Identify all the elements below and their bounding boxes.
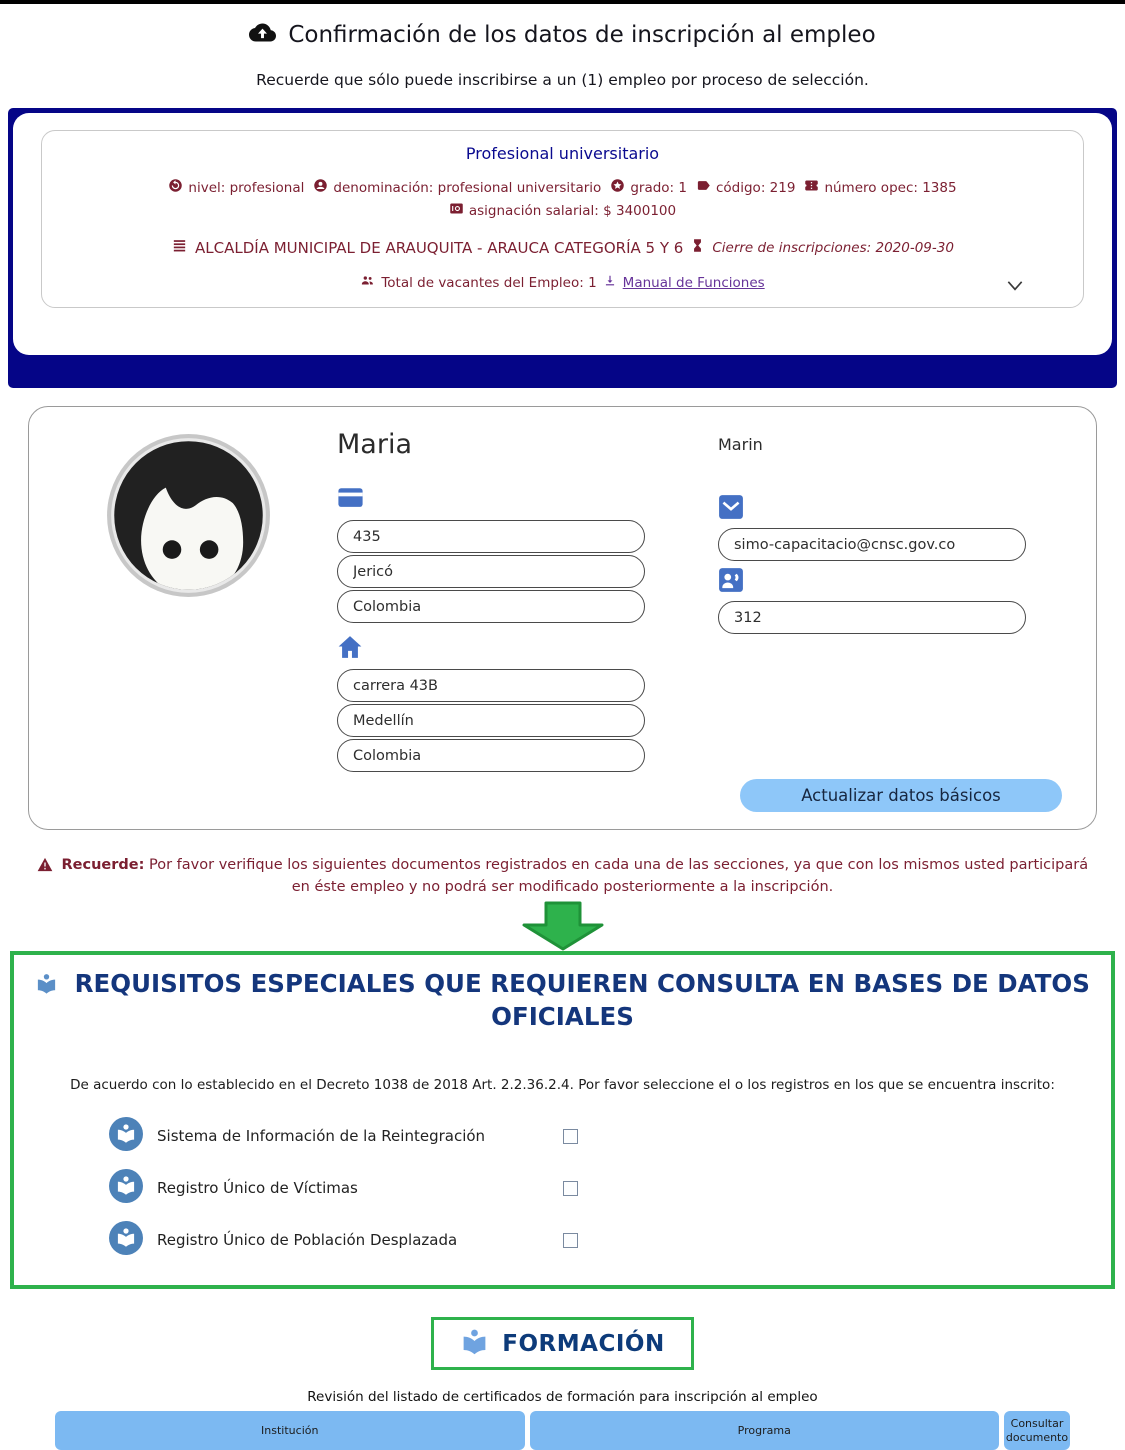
first-name: Maria bbox=[337, 429, 412, 460]
job-attr-opec: número opec: 1385 bbox=[804, 178, 956, 197]
email-icon bbox=[718, 494, 1026, 524]
hourglass-icon bbox=[690, 238, 705, 257]
page-title: Confirmación de los datos de inscripción al empleo bbox=[288, 21, 876, 48]
column-header-consultar-documento: Consultar documento bbox=[1004, 1411, 1070, 1450]
grade-star-icon bbox=[610, 178, 625, 197]
job-attributes-row bbox=[42, 178, 1083, 220]
job-entity-row bbox=[42, 237, 1083, 258]
residence-country-field[interactable] bbox=[337, 739, 645, 772]
email-field[interactable] bbox=[718, 528, 1026, 561]
warning-text: Por favor verifique los siguientes documentos registrados en cada una de las secciones, ya que con los mismos usted participará en éste empleo y no podrá ser modificado posteriormente a la inscripción. bbox=[149, 857, 1089, 896]
library-icon bbox=[109, 1169, 143, 1207]
profile-card bbox=[28, 406, 1097, 830]
list-icon bbox=[171, 237, 188, 258]
document-number-field[interactable] bbox=[337, 520, 645, 553]
level-icon bbox=[168, 178, 183, 197]
job-entity: ALCALDÍA MUNICIPAL DE ARAUQUITA - ARAUCA CATEGORÍA 5 Y 6 bbox=[195, 238, 684, 257]
requirement-checkbox-desplazada[interactable] bbox=[563, 1233, 578, 1248]
profile-left-column bbox=[337, 427, 645, 829]
special-requirements-section bbox=[10, 951, 1115, 1289]
expand-job-card-button[interactable] bbox=[1005, 279, 1025, 293]
page-subtitle: Recuerde que sólo puede inscribirse a un (1) empleo por proceso de selección. bbox=[256, 71, 869, 89]
profile-right-column bbox=[718, 427, 1026, 829]
download-icon bbox=[603, 274, 617, 292]
formacion-header bbox=[431, 1317, 693, 1370]
job-info-card bbox=[41, 130, 1084, 308]
column-header-programa: Programa bbox=[530, 1411, 1000, 1450]
group-icon bbox=[360, 273, 375, 292]
closing-date: Cierre de inscripciones: 2020-09-30 bbox=[712, 239, 954, 256]
opec-ticket-icon bbox=[804, 178, 819, 197]
requirement-checkbox-reintegracion[interactable] bbox=[563, 1129, 578, 1144]
special-requirements-description: De acuerdo con lo establecido en el Decreto 1038 de 2018 Art. 2.2.36.2.4. Por favor seleccione el o los registros en los que se encuentra inscrito: bbox=[70, 1077, 1055, 1094]
list-item bbox=[109, 1223, 1101, 1257]
list-item bbox=[109, 1171, 1101, 1205]
id-card-icon bbox=[337, 486, 645, 516]
job-attr-denomination: denominación: profesional universitario bbox=[313, 178, 601, 197]
book-icon bbox=[35, 969, 66, 998]
warning-note bbox=[28, 854, 1098, 899]
formacion-book-icon bbox=[460, 1327, 489, 1360]
formacion-subtitle: Revisión del listado de certificados de formación para inscripción al empleo bbox=[307, 1389, 818, 1406]
person-icon bbox=[313, 178, 328, 197]
birth-country-field[interactable] bbox=[337, 590, 645, 623]
home-icon bbox=[337, 635, 645, 665]
library-icon bbox=[109, 1117, 143, 1155]
chevron-down-icon bbox=[1005, 281, 1025, 296]
cloud-upload-icon bbox=[249, 19, 276, 50]
job-title: Profesional universitario bbox=[465, 144, 660, 163]
formacion-title: FORMACIÓN bbox=[502, 1330, 665, 1357]
list-item bbox=[109, 1119, 1101, 1153]
address-field[interactable] bbox=[337, 669, 645, 702]
code-tag-icon bbox=[696, 178, 711, 197]
formacion-table-header bbox=[55, 1411, 1070, 1450]
residence-city-field[interactable] bbox=[337, 704, 645, 737]
avatar bbox=[39, 427, 337, 829]
requirement-label: Registro Único de Población Desplazada bbox=[157, 1231, 458, 1250]
job-banner-card bbox=[13, 113, 1112, 355]
requirement-checkbox-victimas[interactable] bbox=[563, 1181, 578, 1196]
special-requirements-list bbox=[24, 1119, 1101, 1257]
requirement-label: Sistema de Información de la Reintegración bbox=[157, 1127, 486, 1146]
warning-icon bbox=[37, 857, 57, 873]
phone-field[interactable] bbox=[718, 601, 1026, 634]
job-attr-code: código: 219 bbox=[696, 178, 795, 197]
job-attr-grade: grado: 1 bbox=[610, 178, 687, 197]
manual-funciones-link[interactable]: Manual de Funciones bbox=[622, 274, 765, 291]
salary-icon-attr: asignación salarial: $ 3400100 bbox=[449, 201, 676, 220]
special-requirements-title: REQUISITOS ESPECIALES QUE REQUIEREN CONSULTA EN BASES DE DATOS OFICIALES bbox=[33, 967, 1093, 1033]
last-name: Marin bbox=[718, 435, 763, 454]
requirement-label: Registro Único de Víctimas bbox=[157, 1179, 358, 1198]
vacancies-text: Total de vacantes del Empleo: 1 bbox=[381, 274, 597, 291]
down-arrow-icon bbox=[0, 901, 1125, 951]
birth-city-field[interactable] bbox=[337, 555, 645, 588]
update-basic-data-button[interactable]: Actualizar datos básicos bbox=[740, 779, 1062, 812]
page-header bbox=[0, 4, 1125, 108]
column-header-institucion: Institución bbox=[55, 1411, 525, 1450]
contact-phone-icon bbox=[718, 567, 1026, 597]
library-icon bbox=[109, 1221, 143, 1259]
job-vacancies-row bbox=[42, 273, 1083, 292]
job-attr-level: nivel: profesional bbox=[168, 178, 304, 197]
salary-icon bbox=[449, 201, 464, 220]
job-banner bbox=[8, 108, 1117, 388]
warning-label: Recuerde: bbox=[61, 857, 145, 873]
